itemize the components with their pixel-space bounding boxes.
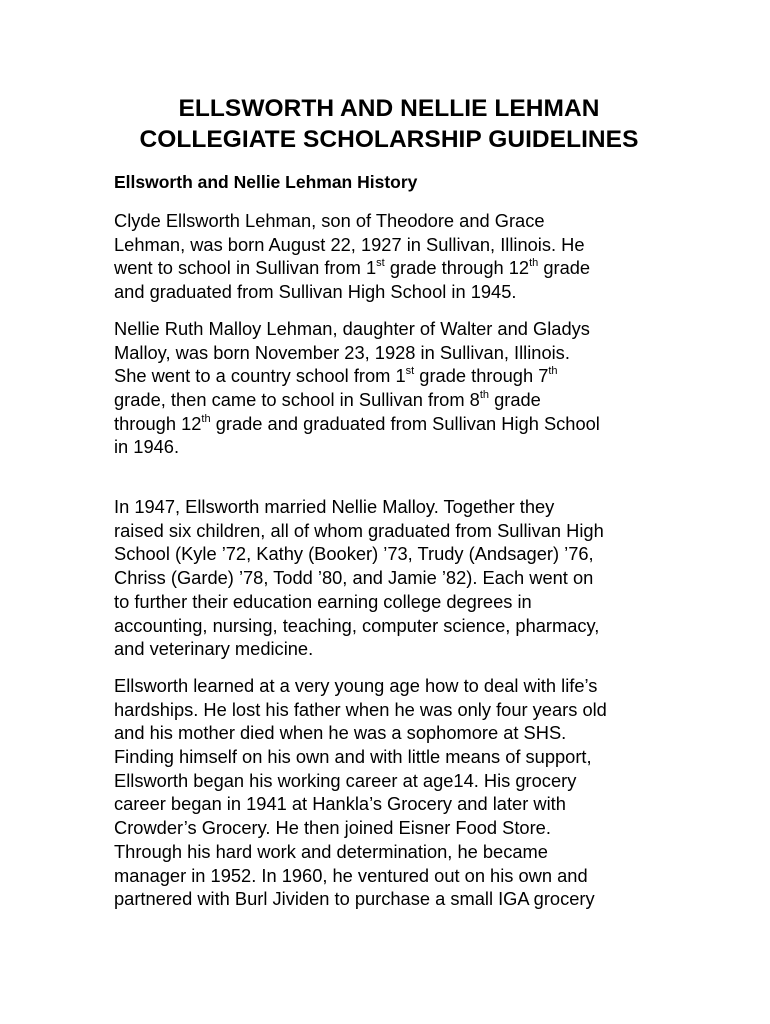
- line-text: Ellsworth learned at a very young age how to deal with life’s: [114, 674, 598, 696]
- line-text: and his mother died when he was a sophomore at SHS.: [114, 722, 567, 744]
- line-text: School (Kyle ’72, Kathy (Booker) ’73, Trudy (Andsager) ’76,: [114, 543, 594, 565]
- line-text: career began in 1941 at Hankla’s Grocery and later with: [114, 793, 566, 815]
- paragraph-line: [114, 364, 664, 388]
- paragraph-line: [114, 566, 664, 590]
- title-line-1: ELLSWORTH AND NELLIE LEHMAN: [178, 95, 600, 122]
- document-body: [114, 209, 664, 911]
- line-text: grade, then came to school in Sullivan from 8: [114, 388, 480, 410]
- line-text: raised six children, all of whom graduated from Sullivan High: [114, 519, 604, 541]
- title-line-2: COLLEGIATE SCHOLARSHIP GUIDELINES: [139, 126, 639, 153]
- paragraph-line: [114, 317, 664, 341]
- section-heading: Ellsworth and Nellie Lehman History: [114, 172, 418, 192]
- line-text: to further their education earning college degrees in: [114, 590, 532, 612]
- paragraph-line: [114, 233, 664, 257]
- ordinal-suffix: st: [376, 257, 385, 270]
- line-text: Clyde Ellsworth Lehman, son of Theodore and Grace: [114, 210, 545, 231]
- paragraph-line: [114, 280, 664, 304]
- ordinal-suffix: th: [201, 412, 211, 425]
- paragraph-line: [114, 674, 664, 698]
- paragraph-line: [114, 412, 664, 436]
- document-page: [114, 93, 664, 924]
- paragraph-line: [114, 435, 664, 459]
- line-text: through 12: [114, 412, 202, 434]
- paragraph: [114, 495, 664, 661]
- document-title: [114, 93, 664, 155]
- paragraph-line: [114, 341, 664, 365]
- paragraph-line: [114, 816, 664, 840]
- paragraph-line: [114, 542, 664, 566]
- paragraph-line: [114, 388, 664, 412]
- paragraph-line: [114, 769, 664, 793]
- paragraph-line: [114, 864, 664, 888]
- ordinal-suffix: th: [529, 257, 539, 270]
- line-text: manager in 1952. In 1960, he ventured out on his own and: [114, 864, 588, 886]
- line-text: grade through 7: [414, 365, 549, 387]
- line-text: grade through 12: [384, 257, 530, 279]
- line-text: Malloy, was born November 23, 1928 in Sullivan, Illinois.: [114, 341, 570, 363]
- line-text: She went to a country school from 1: [114, 365, 406, 387]
- paragraph: [114, 317, 664, 459]
- line-text: Chriss (Garde) ’78, Todd ’80, and Jamie ’82). Each went on: [114, 567, 594, 589]
- line-text: grade: [489, 388, 541, 410]
- ordinal-suffix: th: [479, 388, 490, 401]
- paragraph: [114, 209, 664, 304]
- paragraph-line: [114, 887, 664, 911]
- line-text: grade and graduated from Sullivan High School: [210, 412, 600, 434]
- paragraph-line: [114, 590, 664, 614]
- line-text: in 1946.: [114, 436, 180, 458]
- ordinal-suffix: th: [548, 365, 558, 378]
- paragraph-line: [114, 721, 664, 745]
- line-text: Finding himself on his own and with little means of support,: [114, 746, 592, 768]
- line-text: In 1947, Ellsworth married Nellie Malloy. Together they: [114, 496, 555, 518]
- line-text: Crowder’s Grocery. He then joined Eisner Food Store.: [114, 817, 551, 839]
- ordinal-suffix: st: [405, 365, 415, 378]
- paragraph-line: [114, 519, 664, 543]
- line-text: Nellie Ruth Malloy Lehman, daughter of Walter and Gladys: [114, 317, 590, 339]
- line-text: partnered with Burl Jividen to purchase a small IGA grocery: [114, 888, 595, 910]
- paragraph-line: [114, 495, 664, 519]
- paragraph-line: [114, 637, 664, 661]
- line-text: hardships. He lost his father when he was only four years old: [114, 698, 607, 720]
- paragraph-line: [114, 840, 664, 864]
- paragraph: [114, 674, 664, 911]
- line-text: grade: [538, 257, 591, 279]
- paragraph-line: [114, 792, 664, 816]
- line-text: Ellsworth began his working career at age14. His grocery: [114, 769, 577, 791]
- line-text: and veterinary medicine.: [114, 638, 314, 660]
- line-text: went to school in Sullivan from 1: [114, 257, 377, 279]
- paragraph-line: [114, 614, 664, 638]
- line-text: Lehman, was born August 22, 1927 in Sullivan, Illinois. He: [114, 233, 585, 255]
- line-text: accounting, nursing, teaching, computer science, pharmacy,: [114, 614, 600, 636]
- line-text: and graduated from Sullivan High School in 1945.: [114, 281, 517, 303]
- line-text: Through his hard work and determination, he became: [114, 840, 548, 862]
- paragraph-line: [114, 698, 664, 722]
- paragraph-line: [114, 256, 664, 280]
- paragraph-line: [114, 209, 664, 233]
- paragraph-line: [114, 745, 664, 769]
